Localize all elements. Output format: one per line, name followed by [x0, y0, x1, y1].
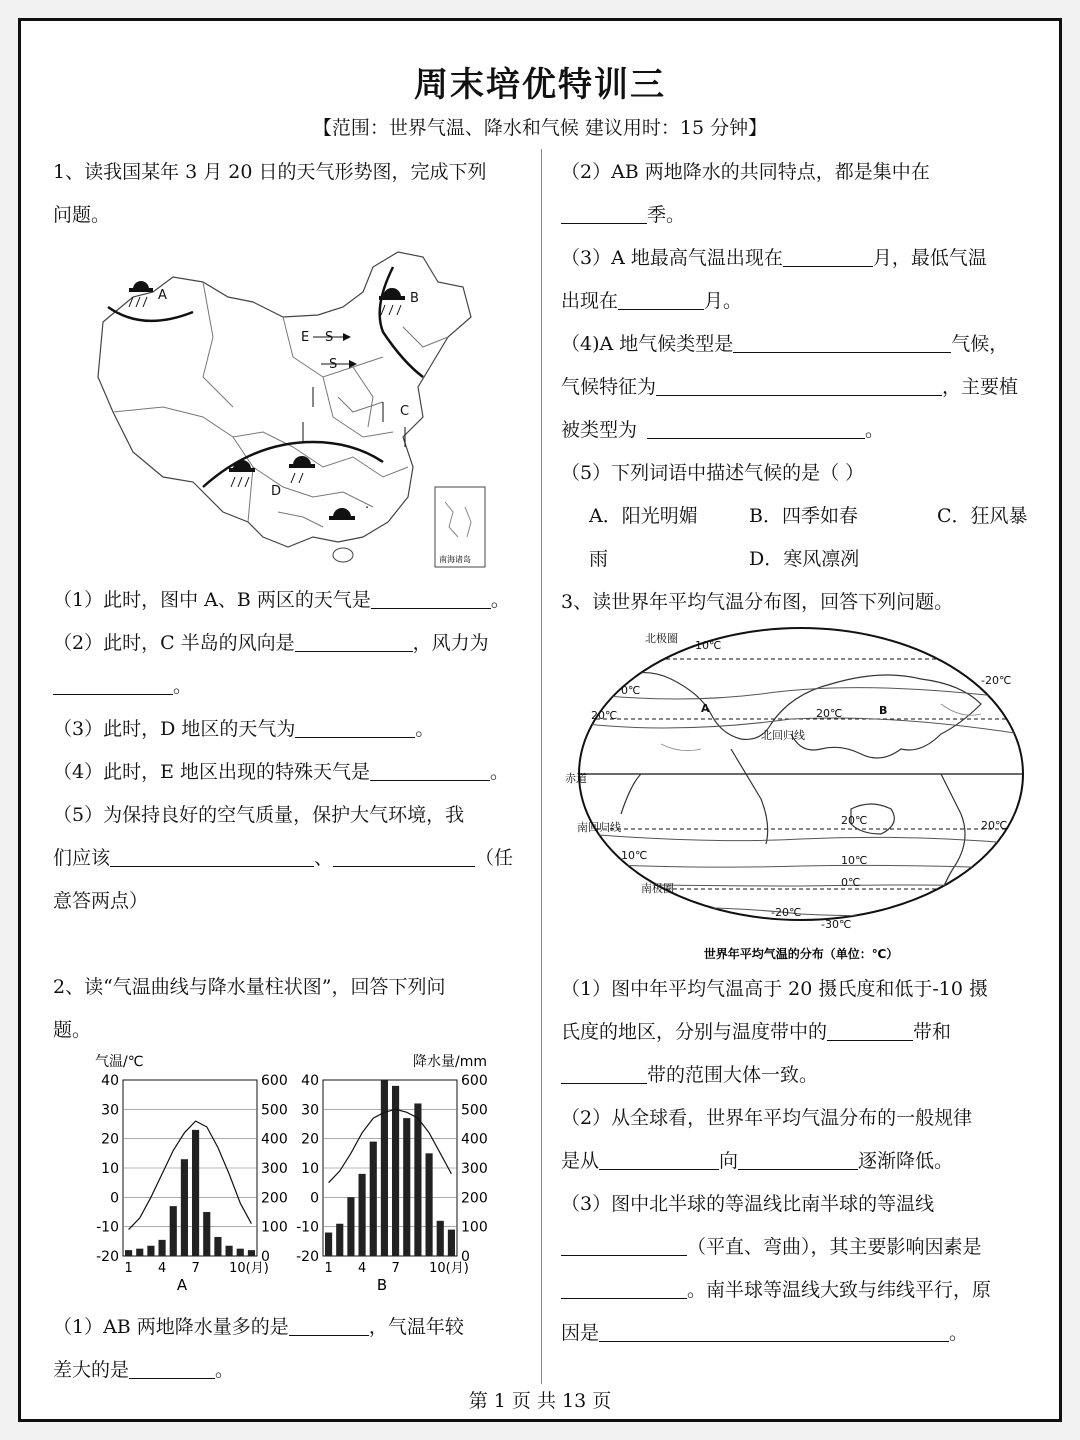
chart-ylabel-right: 降水量/mm [413, 1054, 487, 1070]
q1-s5-end: 意答两点） [53, 890, 149, 912]
month-tick-label: 4 [157, 1261, 167, 1276]
precip-tick-label: 300 [261, 1161, 288, 1177]
label-tropic-s: 南回归线 [577, 821, 621, 834]
q2-s4-end: 被类型为 。 [561, 409, 1041, 452]
inset-label: 南海诸岛 [439, 555, 471, 564]
answer-blank[interactable] [295, 628, 413, 652]
answer-blank[interactable] [370, 757, 490, 781]
q2-s3-cont: 出现在 月。 [561, 280, 1041, 323]
precip-bar [392, 1086, 399, 1256]
precip-bar [347, 1197, 354, 1256]
precip-tick-label: 400 [261, 1131, 288, 1148]
month-tick-label: 7 [391, 1261, 400, 1276]
label-tropic-n: 北回归线 [761, 729, 805, 742]
precip-bar [125, 1250, 132, 1256]
precip-tick-label: 400 [461, 1131, 488, 1148]
answer-blank[interactable] [53, 671, 173, 695]
label-point-a: A [701, 702, 710, 715]
answer-blank[interactable] [129, 1355, 215, 1379]
iso-label: 20℃ [981, 819, 1008, 832]
temp-tick-label: 40 [301, 1073, 319, 1089]
precip-bar [437, 1221, 444, 1256]
label-equator: 赤道 [565, 772, 587, 785]
answer-blank[interactable] [289, 1312, 369, 1336]
iso-label: 10℃ [841, 854, 868, 867]
climate-charts [53, 1052, 525, 1306]
map-label-s1: S [325, 330, 334, 345]
q2-s1-cont: 差大的是 。 [53, 1349, 525, 1392]
answer-blank[interactable] [733, 329, 951, 353]
answer-blank[interactable] [371, 585, 491, 609]
precip-tick-label: 0 [461, 1249, 470, 1265]
precip-tick-label: 200 [461, 1190, 488, 1207]
page-title: 周末培优特训三 [414, 65, 666, 105]
q2-s5-options-2 [561, 538, 1041, 581]
precip-bar [226, 1246, 233, 1256]
temp-tick-label: 20 [301, 1131, 319, 1148]
q2-stem-b: 题。 [53, 1019, 92, 1041]
right-column [561, 151, 1041, 1355]
precip-tick-label: 0 [261, 1249, 270, 1265]
q1-s2-cont: 。 [53, 665, 525, 708]
world-map-caption: 世界年平均气温的分布（单位：℃） [703, 947, 899, 961]
column-divider [541, 149, 542, 1384]
q3-s2-cont: 是从 向 逐渐降低。 [561, 1140, 1041, 1183]
china-map-svg [53, 237, 525, 579]
precip-tick-label: 300 [461, 1161, 488, 1177]
temp-tick-label: -20 [96, 1249, 119, 1265]
precip-bar [359, 1174, 366, 1256]
precip-bar [214, 1237, 221, 1256]
q2-s5-options [561, 495, 1041, 538]
q1-s2: （2）此时，C 半岛的风向是 ，风力为 [53, 622, 525, 665]
iso-label: -20℃ [981, 674, 1012, 687]
answer-blank[interactable] [333, 843, 475, 867]
map-label-c: C [400, 404, 410, 419]
q2-s5: （5）下列词语中描述气候的是（ ） [561, 462, 865, 484]
precip-bar [414, 1103, 421, 1256]
q1-stem-a: 1、读我国某年 3 月 20 日的天气形势图，完成下列 [53, 161, 487, 183]
q2-stem-a: 2、读“气温曲线与降水量柱状图”，回答下列问 [53, 976, 446, 998]
q3-s1-end: 带的范围大体一致。 [561, 1054, 1041, 1097]
q2-s4: （4)A 地气候类型是 气候， [561, 323, 1041, 366]
q1-s5-cont: 们应该 、 （任 [53, 837, 525, 880]
option-c-cont: 雨 [589, 548, 609, 570]
chart-ylabel-left: 气温/℃ [95, 1054, 144, 1070]
q1-s3: （3）此时，D 地区的天气为 。 [53, 708, 525, 751]
month-tick-label: 7 [191, 1261, 200, 1276]
chart-label-B: B [376, 1276, 388, 1294]
answer-blank[interactable] [561, 200, 647, 224]
china-weather-map [53, 237, 525, 579]
precip-bar [147, 1246, 154, 1256]
temp-tick-label: 40 [101, 1073, 119, 1089]
precip-tick-label: 600 [461, 1073, 488, 1089]
option-c[interactable]: C．狂风暴 [937, 505, 1028, 527]
temp-tick-label: 10 [101, 1161, 119, 1177]
precip-bar [170, 1206, 177, 1256]
answer-blank[interactable] [618, 286, 704, 310]
option-b[interactable]: B．四季如春 [749, 505, 858, 527]
q3-s1-cont: 氏度的地区，分别与温度带中的 带和 [561, 1011, 1041, 1054]
answer-blank[interactable] [295, 714, 415, 738]
q1-stem-b: 问题。 [53, 204, 111, 226]
precip-bar [159, 1240, 166, 1256]
map-label-e: E [301, 330, 310, 345]
precip-bar [248, 1250, 255, 1256]
precip-bar [426, 1153, 433, 1256]
answer-blank[interactable] [647, 415, 865, 439]
temp-tick-label: -10 [296, 1219, 319, 1236]
month-tick-label: 1 [324, 1261, 333, 1276]
q3-s3-end: 因是 。 [561, 1312, 1041, 1355]
temp-tick-label: 0 [110, 1190, 119, 1207]
answer-blank[interactable] [599, 1318, 949, 1342]
precip-tick-label: 200 [261, 1190, 288, 1207]
world-temperature-map [561, 624, 1041, 968]
precip-bar [336, 1224, 343, 1256]
iso-label: 0℃ [621, 684, 641, 697]
temp-curve-B [329, 1109, 452, 1182]
answer-blank[interactable] [827, 1017, 913, 1041]
chart-label-A: A [176, 1276, 188, 1294]
answer-blank[interactable] [656, 372, 942, 396]
answer-blank[interactable] [110, 843, 314, 867]
iso-label: -30℃ [821, 918, 852, 931]
temp-tick-label: 0 [310, 1190, 319, 1207]
q1-s5: （5）为保持良好的空气质量，保护大气环境，我 [53, 804, 465, 826]
temp-tick-label: -20 [296, 1249, 319, 1265]
label-north-pole: 北极圈 [645, 632, 678, 645]
temp-tick-label: -10 [96, 1219, 119, 1236]
iso-label: 0℃ [841, 876, 861, 889]
precip-tick-label: 500 [261, 1102, 288, 1119]
q2-s2: （2）AB 两地降水的共同特点，都是集中在 [561, 161, 930, 183]
precip-tick-label: 500 [461, 1102, 488, 1119]
map-label-a: A [158, 288, 167, 303]
precip-bar [325, 1233, 332, 1256]
map-label-s2: S [329, 357, 338, 372]
world-map-svg [561, 624, 1041, 968]
precip-bar [237, 1249, 244, 1256]
month-tick-label: 1 [124, 1261, 133, 1276]
precip-bar [403, 1118, 410, 1256]
q1-s4: （4）此时，E 地区出现的特殊天气是 。 [53, 751, 525, 794]
precip-bar [448, 1230, 455, 1256]
q3-s1: （1）图中年平均气温高于 20 摄氏度和低于-10 摄 [561, 978, 988, 1000]
q3-s3: （3）图中北半球的等温线比南半球的等温线 [561, 1193, 935, 1215]
precip-bar [181, 1159, 188, 1256]
answer-blank[interactable] [561, 1275, 687, 1299]
q2-s1: （1）AB 两地降水量多的是 ，气温年较 [53, 1306, 525, 1349]
worksheet-page [18, 18, 1062, 1422]
temp-tick-label: 30 [101, 1102, 119, 1119]
precip-bar [192, 1130, 199, 1256]
q2-s4-cont: 气候特征为 ，主要植 [561, 366, 1041, 409]
precip-bar [203, 1212, 210, 1256]
precip-tick-label: 100 [461, 1219, 488, 1236]
precip-tick-label: 100 [261, 1219, 288, 1236]
answer-blank[interactable] [561, 1060, 647, 1084]
q2-s2-cont: 季。 [561, 194, 1041, 237]
q1-s1: （1）此时，图中 A、B 两区的天气是 。 [53, 579, 525, 622]
climate-charts-svg [53, 1052, 525, 1306]
svg-text:·: · [365, 501, 370, 516]
q3-s3-cont: （平直、弯曲），其主要影响因素是 [561, 1226, 1041, 1269]
iso-label: 20℃ [816, 707, 843, 720]
map-label-d: D [271, 484, 282, 499]
precip-bar [370, 1142, 377, 1256]
q3-s2: （2）从全球看，世界年平均气温分布的一般规律 [561, 1107, 973, 1129]
month-tick-label: 4 [357, 1261, 367, 1276]
temp-tick-label: 20 [101, 1131, 119, 1148]
iso-label: 20℃ [591, 709, 618, 722]
temp-curve-A [129, 1121, 252, 1230]
iso-label: 10℃ [621, 849, 648, 862]
temp-tick-label: 10 [301, 1161, 319, 1177]
iso-label: -10℃ [691, 639, 722, 652]
answer-blank[interactable] [599, 1146, 719, 1170]
precip-tick-label: 600 [261, 1073, 288, 1089]
q3-stem: 3、读世界年平均气温分布图，回答下列问题。 [561, 591, 954, 613]
map-label-b: B [410, 291, 419, 306]
left-column [53, 151, 525, 1392]
page-footer: 第 1 页 共 13 页 [468, 1390, 612, 1412]
q3-s3-cont2: 。南半球等温线大致与纬线平行，原 [561, 1269, 1041, 1312]
answer-blank[interactable] [783, 243, 873, 267]
answer-blank[interactable] [561, 1232, 687, 1256]
month-tick-label: 10(月) [429, 1261, 469, 1276]
precip-bar [381, 1080, 388, 1256]
answer-blank[interactable] [738, 1146, 858, 1170]
option-a[interactable]: A．阳光明媚 [589, 505, 698, 527]
q2-s3: （3）A 地最高气温出现在 月，最低气温 [561, 237, 1041, 280]
month-tick-label: 10(月) [229, 1261, 269, 1276]
precip-bar [136, 1249, 143, 1256]
option-d[interactable]: D．寒风凛冽 [749, 548, 860, 570]
iso-label: 20℃ [841, 814, 868, 827]
label-south-pole: 南极圈 [641, 882, 674, 895]
label-point-b: B [879, 704, 888, 717]
page-subtitle: 【范围：世界气温、降水和气候 建议用时：15 分钟】 [312, 117, 768, 139]
temp-tick-label: 30 [301, 1102, 319, 1119]
iso-label: -20℃ [771, 906, 802, 919]
